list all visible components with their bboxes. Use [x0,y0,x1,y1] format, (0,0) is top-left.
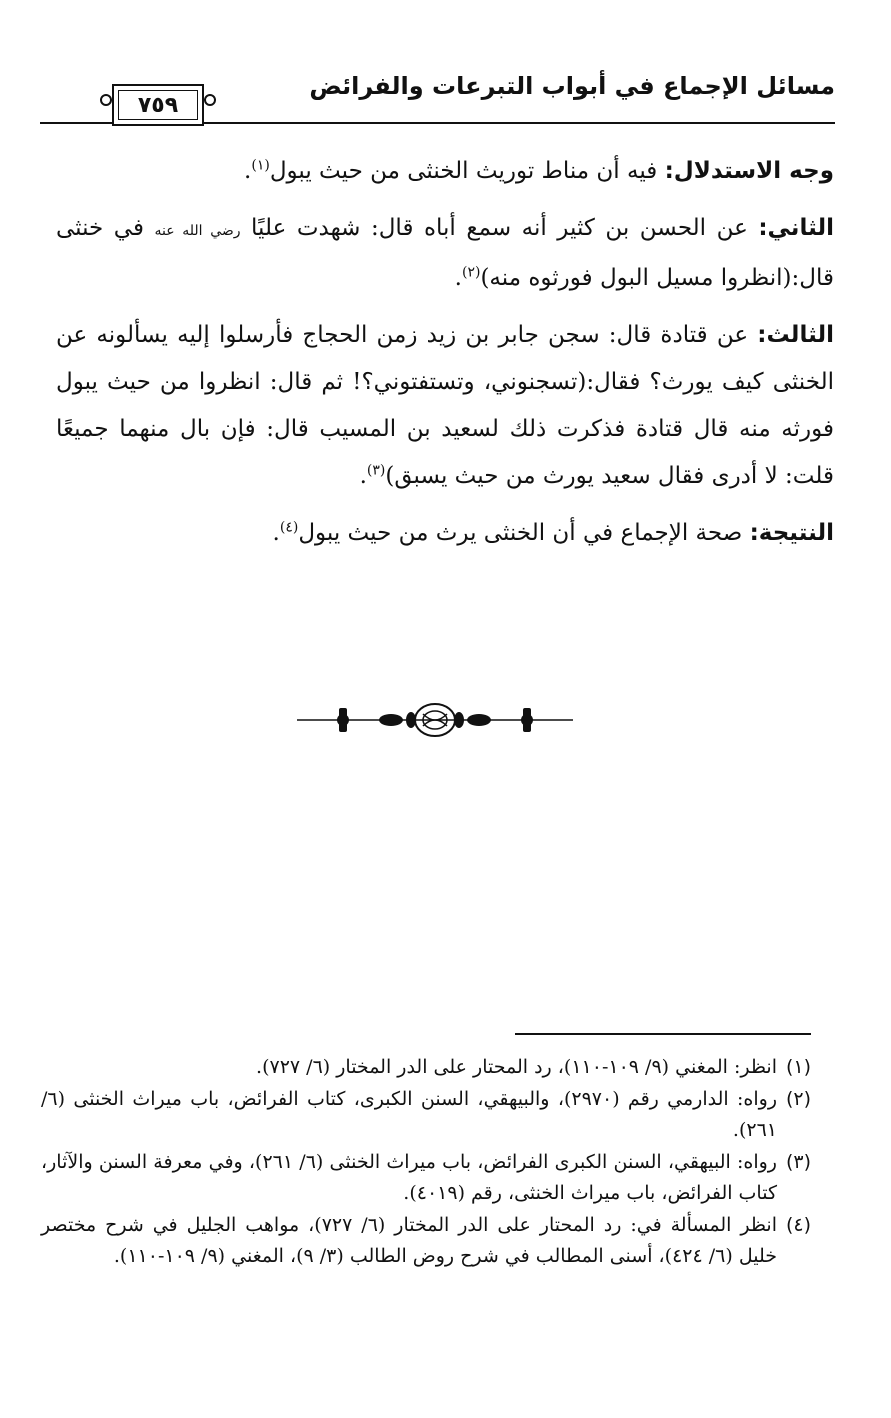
page-number: ٧٥٩ [137,92,179,118]
footnote-item [41,1210,811,1272]
page-number-frame [112,84,204,126]
floral-divider-icon [295,700,575,740]
footnote-text: رواه: البيهقي، السنن الكبرى الفرائض، باب ميراث الخنثى (٦/ ٢٦١)، وفي معرفة السنن والآثار، كتاب الفرائض، باب ميراث الخنثى، رقم (٤٠١٩). [41,1151,777,1204]
frame-ornament-left-icon [100,94,112,106]
paragraph-tail: . [272,520,280,546]
paragraph-lead: وجه الاستدلال: [664,158,834,184]
footnote-text: انظر: المغني (٩/ ١٠٩-١١٠)، رد المحتار على الدر المختار (٦/ ٧٢٧). [256,1056,777,1078]
paragraph-lead: النتيجة: [749,520,834,546]
paragraph-tail: . [454,265,462,291]
footnote-number: (٣) [785,1151,811,1173]
footnote-item [41,1052,811,1083]
footnotes [41,1052,811,1273]
paragraph-text: صحة الإجماع في أن الخنثى يرث من حيث يبول [298,520,750,546]
footnote-ref[interactable]: (٤) [279,519,299,536]
paragraph-text: عن قتادة قال: سجن جابر بن زيد زمن الحجاج فأرسلوا إليه يسألونه عن الخنثى كيف يورث؟ فقال:(تسجنوني، وتستفتوني؟! ثم قال: انظروا من حيث يبول فورثه منه قال قتادة فذكرت ذلك لسعيد بن المسيب قال: فإن بال منهما جميعًا قلت: لا أدرى فقال سعيد يورث من حيث يسبق) [56,322,834,489]
page-header [40,70,835,130]
paragraph-lead: الثالث: [757,322,834,348]
paragraph-text-continued: في خنثى قال:(انظروا مسيل البول فورثوه منه) [56,215,834,291]
running-head-title: مسائل الإجماع في أبواب التبرعات والفرائض [309,72,835,100]
paragraph-second [56,205,834,302]
footnote-text: انظر المسألة في: رد المحتار على الدر المختار (٦/ ٧٢٧)، مواهب الجليل في شرح مختصر خليل (٦/ ٤٢٤)، أسنى المطالب في شرح روض الطالب (٣/ ٩)، المغني (٩/ ١٠٩-١١٠). [41,1214,777,1267]
footnote-item [41,1147,811,1209]
paragraph-text: عن الحسن بن كثير أنه سمع أباه قال: شهدت عليًا [240,215,759,241]
paragraph-istidlal [56,148,834,195]
paragraph-lead: الثاني: [758,215,834,241]
paragraph-tail: . [359,463,367,489]
footnote-number: (٢) [785,1088,811,1110]
footnote-item [41,1084,811,1146]
footnote-number: (١) [785,1056,811,1078]
paragraph-conclusion [56,510,834,557]
frame-ornament-right-icon [204,94,216,106]
footnote-ref[interactable]: (٣) [366,462,386,479]
paragraph-text: فيه أن مناط توريث الخنثى من حيث يبول [269,158,665,184]
footnote-ref[interactable]: (٢) [461,264,481,281]
footnote-number: (٤) [785,1214,811,1236]
main-text [56,148,834,567]
footnote-ref[interactable]: (١) [251,157,270,174]
honorific-glyph: رضي الله عنه [154,223,241,239]
paragraph-third [56,312,834,500]
paragraph-tail: . [244,158,252,184]
footnote-text: رواه: الدارمي رقم (٢٩٧٠)، والبيهقي، السنن الكبرى، كتاب الفرائض، باب ميراث الخنثى (٦/ ٢٦١). [41,1088,777,1141]
footnote-separator [515,1033,811,1035]
